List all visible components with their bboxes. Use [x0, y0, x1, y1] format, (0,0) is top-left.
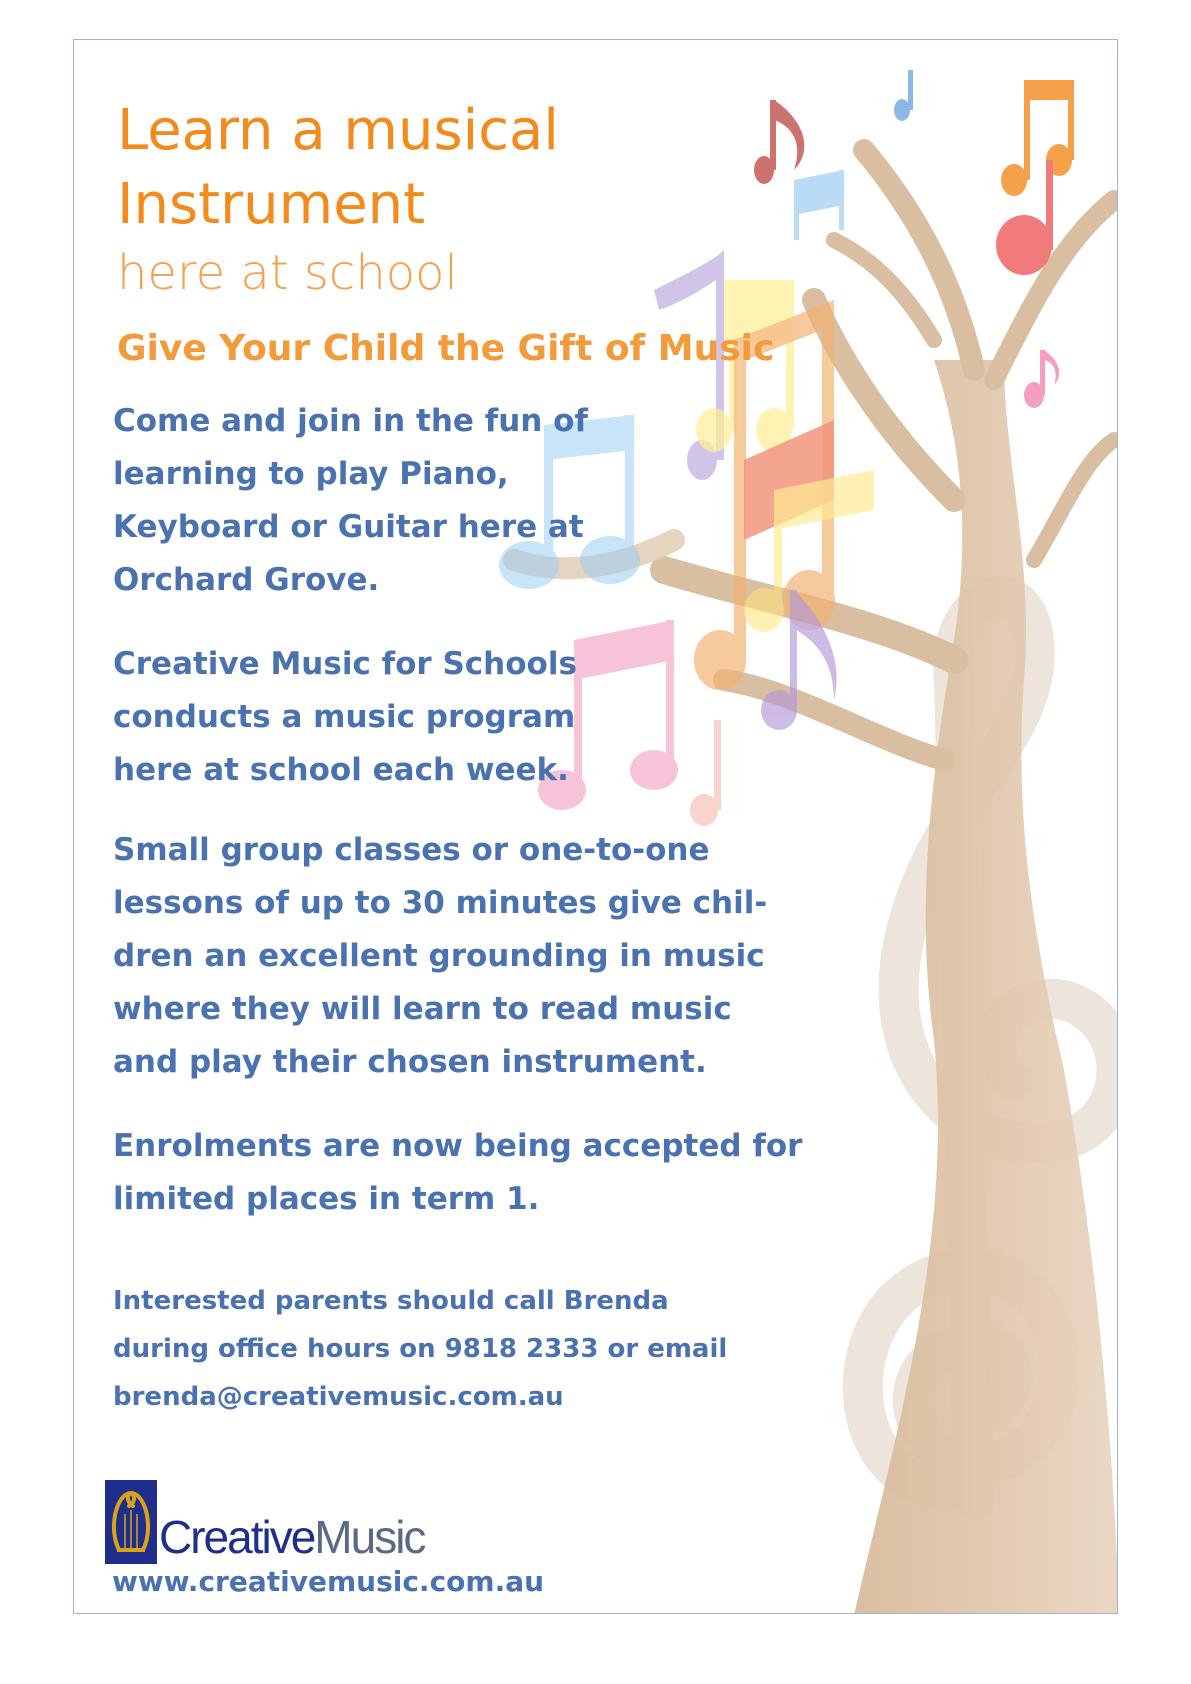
contact-paragraph [113, 1277, 727, 1421]
program-paragraph [113, 638, 577, 797]
text-line: where they will learn to read music [113, 991, 732, 1027]
flyer-page [73, 39, 1118, 1614]
website-link[interactable]: www.creativemusic.com.au [112, 1565, 545, 1598]
headline-line-2: Instrument [117, 172, 426, 237]
text-line: during office hours on 9818 2333 or email [113, 1334, 728, 1364]
text-line: Orchard Grove. [113, 562, 380, 598]
lessons-paragraph [113, 824, 767, 1089]
lyre-icon [105, 1480, 157, 1564]
text-line: here at school each week. [113, 752, 569, 788]
headline-line-3: here at school [117, 245, 458, 301]
logo-word-creative: Creative [159, 1511, 315, 1563]
logo-wordmark [159, 1510, 424, 1564]
headline-line-1: Learn a musical [117, 98, 559, 163]
intro-paragraph [113, 395, 588, 607]
text-line: Small group classes or one-to-one [113, 832, 710, 868]
text-line: Creative Music for Schools [113, 646, 577, 682]
subtitle: Give Your Child the Gift of Music [117, 328, 775, 369]
text-line: limited places in term 1. [113, 1181, 540, 1217]
text-line: Interested parents should call Brenda [113, 1286, 669, 1316]
text-line: Enrolments are now being accepted for [113, 1128, 803, 1164]
text-line: conducts a music program [113, 699, 576, 735]
text-line: Keyboard or Guitar here at [113, 509, 584, 545]
text-line: Come and join in the fun of [113, 403, 588, 439]
logo-word-music: Music [314, 1511, 425, 1563]
text-line: and play their chosen instrument. [113, 1044, 707, 1080]
text-line: learning to play Piano, [113, 456, 509, 492]
contact-email-link[interactable]: brenda@creativemusic.com.au [113, 1382, 564, 1412]
text-line: lessons of up to 30 minutes give chil- [113, 885, 768, 921]
text-line: dren an excellent grounding in music [113, 938, 765, 974]
enrolments-paragraph [113, 1120, 802, 1226]
